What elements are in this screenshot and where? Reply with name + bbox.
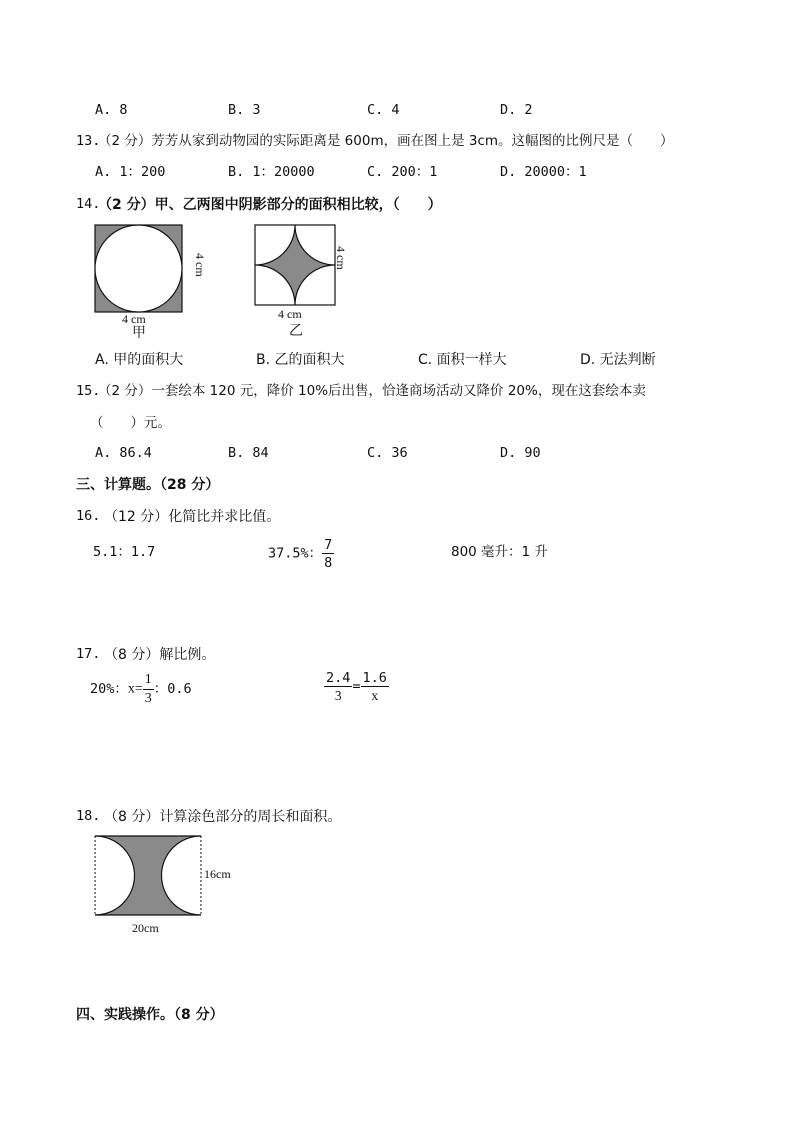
- q18-number: 18.: [76, 808, 101, 824]
- q17-eq2-right-denominator: x: [371, 688, 379, 704]
- q14-option-a: A. 甲的面积大: [95, 352, 184, 368]
- q15-option-b: B. 84: [228, 445, 269, 461]
- q14-option-b: B. 乙的面积大: [256, 352, 345, 368]
- q17-eq1-suffix: ：0.6: [153, 680, 192, 697]
- q18-width-label: 20cm: [132, 921, 159, 935]
- q16-item-2: [268, 538, 334, 570]
- q14-fig-b-bottom-label: 4 cm: [278, 307, 302, 321]
- q12-option-a: A. 8: [95, 102, 128, 118]
- q17-eq1-prefix: 20%：: [90, 680, 128, 697]
- q13-stem: （2 分）芳芳从家到动物园的实际距离是 600m，画在图上是 3cm。这幅图的比例尺是（ ）: [98, 133, 674, 149]
- q17-eq1-numerator: 1: [143, 673, 154, 690]
- q14-fig-b-name: 乙: [289, 323, 303, 339]
- q18-figure: [92, 833, 252, 943]
- q18-height-label: 16cm: [204, 867, 231, 881]
- q17-eq2-equals: =: [352, 678, 361, 695]
- q14-option-c: C. 面积一样大: [418, 352, 507, 368]
- q12-option-d: D. 2: [500, 102, 533, 118]
- q16-item-2-numerator: 7: [324, 537, 333, 553]
- q14-figure-a: [92, 222, 222, 352]
- q17-equation-2: [324, 671, 389, 703]
- q15-option-d: D. 90: [500, 445, 541, 461]
- q17-eq2-right-numerator: 1.6: [362, 670, 387, 686]
- q14-fig-b-side-label: 4 cm: [334, 246, 348, 270]
- section-3-title: 三、计算题。（28 分）: [76, 477, 220, 493]
- q17-eq1-x: x=: [127, 681, 143, 697]
- q14-fig-a-circle: [95, 225, 182, 312]
- q17-eq2-right-fraction: [361, 671, 389, 703]
- q17-eq2-left-numerator: 2.4: [326, 670, 351, 686]
- q16-stem: （12 分）化简比并求比值。: [104, 509, 281, 525]
- q14-option-d: D. 无法判断: [580, 352, 656, 368]
- q16-item-2-denominator: 8: [324, 555, 333, 572]
- q14-fig-a-side-label: 4 cm: [193, 253, 207, 277]
- q13-option-d: D. 20000：1: [500, 164, 587, 180]
- q16-item-2-prefix: 37.5%：: [268, 545, 323, 562]
- q15-stem-line2: （ ）元。: [90, 415, 171, 431]
- q17-eq1-denominator: 3: [144, 690, 152, 706]
- q13-option-a: A. 1：200: [95, 164, 166, 180]
- q14-figure-b: [252, 222, 382, 352]
- q13-number: 13.: [76, 133, 101, 149]
- section-4-title: 四、实践操作。（8 分）: [76, 1007, 224, 1023]
- q14-fig-a-bottom-label: 4 cm: [122, 312, 146, 326]
- q17-eq1-fraction: [143, 673, 154, 706]
- q17-eq2-left-denominator: 3: [334, 688, 342, 704]
- q14-stem: （2 分）甲、乙两图中阴影部分的面积相比较，（ ）: [98, 197, 442, 213]
- q16-item-2-fraction: [322, 538, 334, 570]
- q18-stem: （8 分）计算涂色部分的周长和面积。: [104, 809, 342, 825]
- q17-eq2-left-fraction: [324, 671, 352, 703]
- q14-fig-a-name: 甲: [132, 325, 146, 341]
- q17-equation-1: [90, 673, 192, 706]
- q16-number: 16.: [76, 508, 101, 524]
- q12-option-b: B. 3: [228, 102, 261, 118]
- q15-number: 15.: [76, 383, 101, 399]
- q13-option-c: C. 200：1: [367, 164, 438, 180]
- q16-item-3: 800 毫升：1 升: [451, 544, 548, 560]
- q15-option-a: A. 86.4: [95, 445, 152, 461]
- q12-option-c: C. 4: [367, 102, 400, 118]
- q16-item-1: 5.1：1.7: [93, 544, 156, 560]
- q15-stem-line1: （2 分）一套绘本 120 元，降价 10%后出售，恰逢商场活动又降价 20%，现在这套绘本卖: [98, 383, 646, 399]
- q17-number: 17.: [76, 646, 101, 662]
- q15-option-c: C. 36: [367, 445, 408, 461]
- q13-option-b: B. 1：20000: [228, 164, 315, 180]
- q17-stem: （8 分）解比例。: [104, 647, 216, 663]
- q14-number: 14.: [76, 196, 101, 212]
